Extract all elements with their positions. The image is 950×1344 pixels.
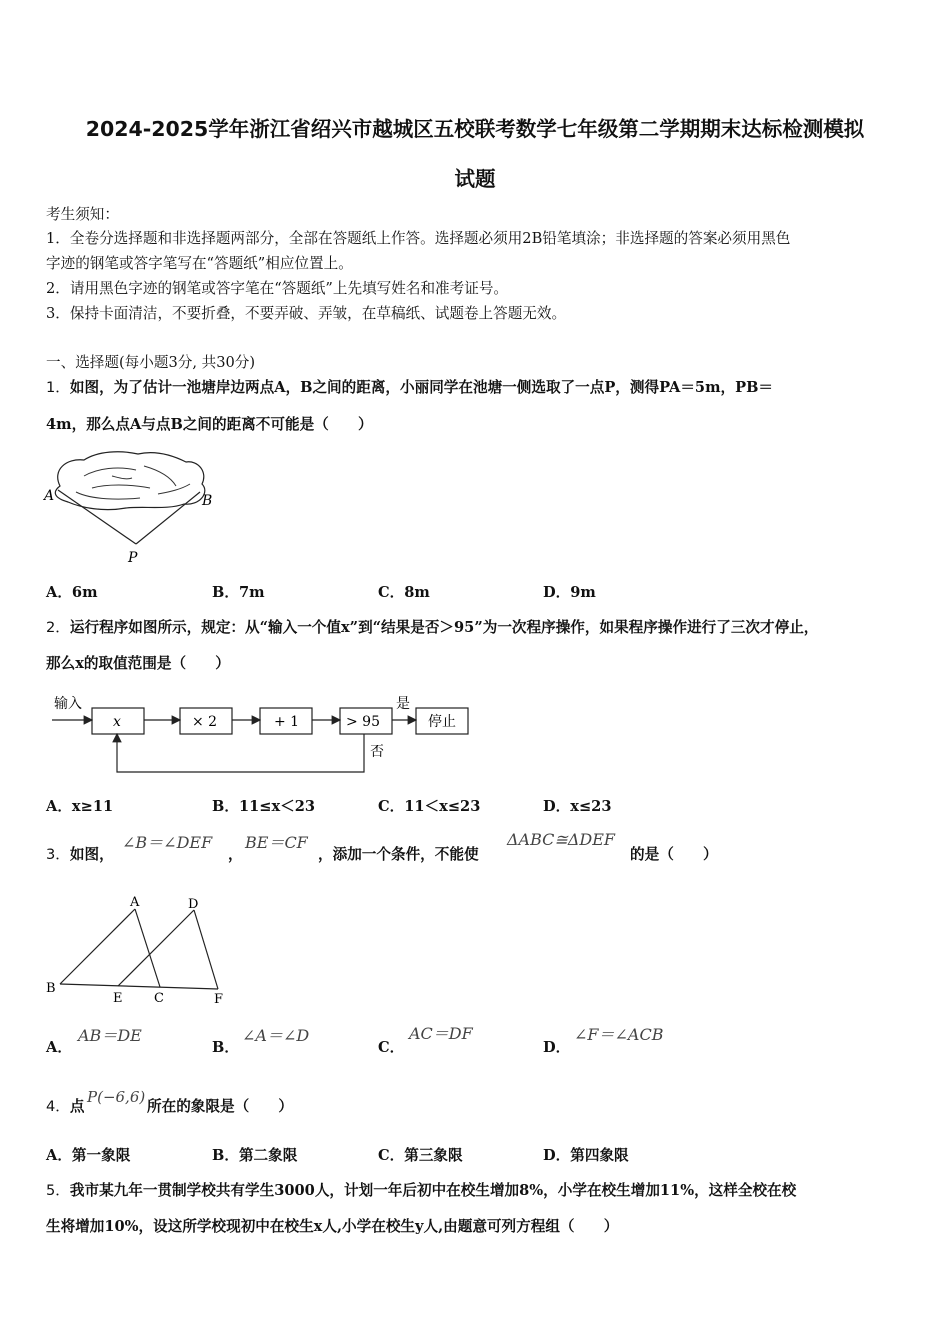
flow-loop-back xyxy=(117,734,364,772)
flow-no-label: 否 xyxy=(370,744,384,760)
label-a: A xyxy=(44,488,55,504)
pond-hatch-3 xyxy=(144,466,176,486)
q3-option-a-letter: A． xyxy=(46,1039,72,1056)
segment-pb xyxy=(136,492,200,544)
q1-stem-line1: 如图，为了估计一池塘岸边两点A，B之间的距离，小丽同学在池塘一侧选取了一点P，测得PA＝5m，PB＝ xyxy=(69,379,774,396)
q2-option-d: D．x≤23 xyxy=(543,798,612,815)
q5-number: 5． xyxy=(46,1182,70,1199)
q2-text-line1 xyxy=(46,616,818,637)
q2-stem-line2: 那么x的取值范围是（ ） xyxy=(46,655,230,672)
pond-outline xyxy=(55,452,204,510)
vertex-e: E xyxy=(113,991,123,1006)
q3-prefix: 如图， xyxy=(69,846,114,863)
q3-suffix: 的是（ ） xyxy=(630,846,718,863)
vertex-a: A xyxy=(130,895,140,910)
section-heading: 一、选择题(每小题3分, 共30分) xyxy=(46,354,256,371)
flow-box-gt95-label: > 95 xyxy=(346,714,380,730)
notice-item1-line2: 字迹的钢笔或答字笔写在“答题纸”相应位置上。 xyxy=(46,255,353,272)
q5-text-line1 xyxy=(46,1179,796,1200)
pond-hatch-2 xyxy=(92,485,150,488)
notice-item3: 3．保持卡面清洁，不要折叠，不要弄破、弄皱，在草稿纸、试题卷上答题无效。 xyxy=(46,305,567,322)
q3-option-d-letter: D． xyxy=(543,1039,571,1056)
q1-pond-figure xyxy=(40,448,230,568)
notice-item1-line1: 1．全卷分选择题和非选择题两部分，全部在答题纸上作答。选择题必须用2B铅笔填涂；非选择题的答案必须用黑色 xyxy=(46,230,791,247)
segment-df xyxy=(194,910,218,989)
q4-option-a: A．第一象限 xyxy=(46,1147,131,1164)
label-b: B xyxy=(202,493,213,509)
q4-option-c: C．第三象限 xyxy=(378,1147,463,1164)
q3-option-b-letter: B． xyxy=(212,1039,239,1056)
flow-yes-label: 是 xyxy=(396,696,410,712)
vertex-f: F xyxy=(214,992,224,1007)
flow-box-times2-label: × 2 xyxy=(192,714,218,730)
q4-option-d: D．第四象限 xyxy=(543,1147,629,1164)
notice-item2: 2．请用黑色字迹的钢笔或答字笔在“答题纸”上先填写姓名和准考证号。 xyxy=(46,280,509,297)
pond-hatch-6 xyxy=(112,476,132,479)
flow-box-stop-label: 停止 xyxy=(428,714,456,730)
q4-option-b: B．第二象限 xyxy=(212,1147,298,1164)
q4-prefix: 点 xyxy=(69,1098,85,1115)
paper-title-line1: 2024-2025学年浙江省绍兴市越城区五校联考数学七年级第二学期期末达标检测模拟 xyxy=(85,117,865,141)
q3-stem-start xyxy=(46,843,114,864)
q3-math-angle-b: ∠B＝∠DEF xyxy=(122,833,213,852)
q1-option-a: A．6m xyxy=(46,584,98,601)
q1-option-d: D．9m xyxy=(543,584,596,601)
flow-box-plus1-label: + 1 xyxy=(274,714,300,730)
q1-number: 1． xyxy=(46,379,70,396)
q2-stem-line1: 运行程序如图所示，规定：从“输入一个值x”到“结果是否＞95”为一次程序操作，如果程序操作进行了三次才停止， xyxy=(69,619,819,636)
vertex-d: D xyxy=(188,897,199,912)
vertex-c: C xyxy=(154,991,164,1006)
q2-number: 2． xyxy=(46,619,70,636)
q2-option-c: C．11＜x≤23 xyxy=(378,798,481,815)
q1-stem-line2: 4m，那么点A与点B之间的距离不可能是（ ） xyxy=(46,416,373,433)
q2-option-a: A．x≥11 xyxy=(46,798,114,815)
flow-box-x-label: x xyxy=(113,714,121,730)
q2-option-b: B．11≤x＜23 xyxy=(212,798,316,815)
q3-triangle-figure xyxy=(42,892,237,1008)
q3-option-a-math: AB＝DE xyxy=(78,1026,142,1045)
vertex-b: B xyxy=(46,981,56,996)
q1-option-c: C．8m xyxy=(378,584,430,601)
q4-number: 4． xyxy=(46,1098,70,1115)
q3-middle: ，添加一个条件，不能使 xyxy=(318,846,479,863)
paper-title-line2: 试题 xyxy=(454,167,496,191)
q5-stem-line1: 我市某九年一贯制学校共有学生3000人，计划一年后初中在校生增加8%，小学在校生增加11%，这样全校在校 xyxy=(69,1182,797,1199)
q1-text-line1 xyxy=(46,376,773,397)
q3-comma: ， xyxy=(228,846,243,863)
q3-math-be-cf: BE＝CF xyxy=(245,833,308,852)
q3-option-c-math: AC＝DF xyxy=(409,1024,473,1043)
q4-math-point: P(−6,6) xyxy=(87,1088,146,1106)
q3-math-congruent: ΔABC≅ΔDEF xyxy=(507,830,615,849)
q1-option-b: B．7m xyxy=(212,584,265,601)
pond-hatch-5 xyxy=(158,484,190,494)
q4-suffix: 所在的象限是（ ） xyxy=(147,1098,293,1115)
pond-hatch-1 xyxy=(84,468,136,476)
segment-bf xyxy=(60,984,218,989)
q4-stem-start xyxy=(46,1095,85,1116)
q3-option-c-letter: C． xyxy=(378,1039,405,1056)
label-p: P xyxy=(128,550,138,566)
q5-stem-line2: 生将增加10%，设这所学校现初中在校生x人,小学在校生y人,由题意可列方程组（ ） xyxy=(46,1218,619,1235)
flow-input-label: 输入 xyxy=(54,696,82,712)
q2-flowchart xyxy=(44,690,476,782)
notice-heading: 考生须知： xyxy=(46,206,119,223)
pond-hatch-4 xyxy=(76,492,140,499)
q3-option-b-math: ∠A＝∠D xyxy=(242,1026,310,1045)
segment-ba xyxy=(60,909,135,984)
q3-option-d-math: ∠F＝∠ACB xyxy=(574,1025,664,1044)
q3-number: 3． xyxy=(46,846,70,863)
